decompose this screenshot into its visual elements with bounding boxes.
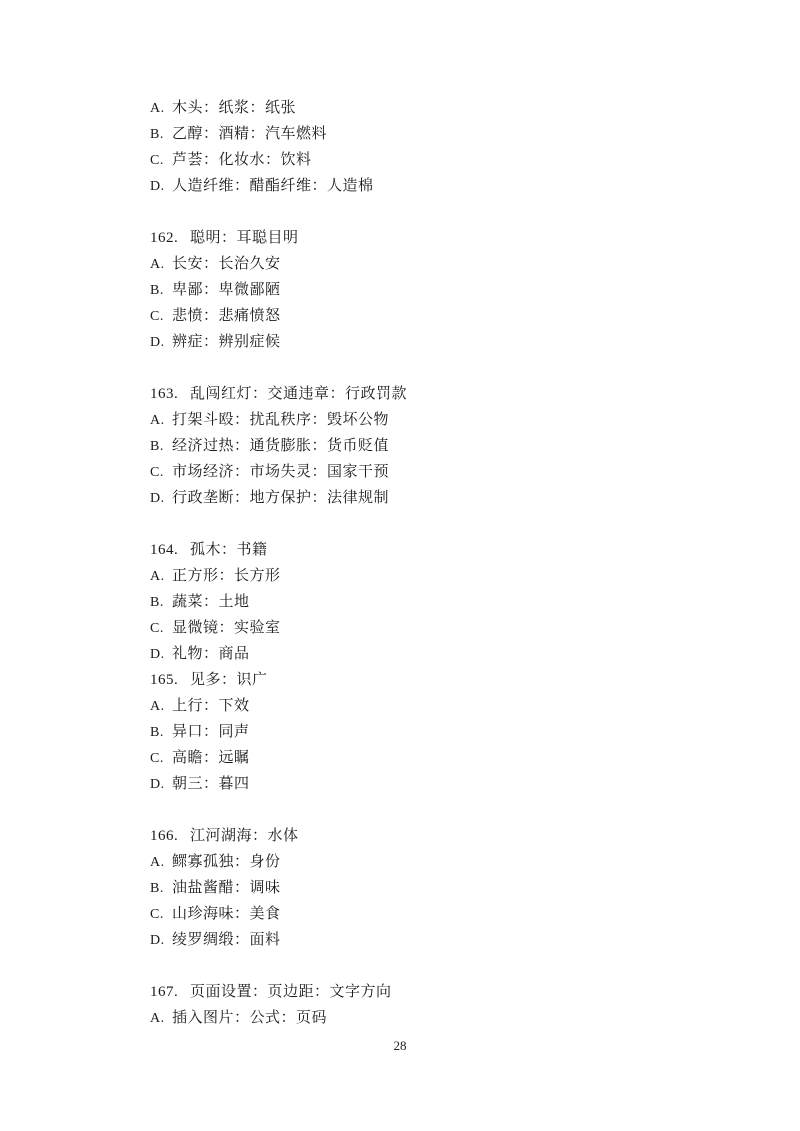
document-body xyxy=(150,94,710,1030)
option-label: B. xyxy=(150,127,164,142)
spacer xyxy=(150,796,710,822)
option-text: 乙醇：酒精：汽车燃料 xyxy=(172,124,328,142)
option-label: A. xyxy=(150,855,165,870)
option-text: 市场经济：市场失灵：国家干预 xyxy=(172,462,390,480)
option-label: C. xyxy=(150,621,164,636)
option-line xyxy=(150,276,710,302)
option-label: D. xyxy=(150,777,165,792)
question-line xyxy=(150,978,710,1004)
option-text: 行政垄断：地方保护：法律规制 xyxy=(172,488,390,506)
option-line xyxy=(150,120,710,146)
option-text: 异口：同声 xyxy=(172,722,250,740)
question-line xyxy=(150,666,710,692)
question-number: 167. xyxy=(150,984,179,1000)
option-label: A. xyxy=(150,413,165,428)
option-text: 鳏寡孤独：身份 xyxy=(172,852,281,870)
option-line xyxy=(150,900,710,926)
page-number: 28 xyxy=(393,1038,407,1053)
option-line xyxy=(150,874,710,900)
question-text: 见多：识广 xyxy=(190,670,268,688)
option-line xyxy=(150,588,710,614)
option-label: D. xyxy=(150,933,165,948)
option-line xyxy=(150,328,710,354)
option-line xyxy=(150,406,710,432)
option-line xyxy=(150,302,710,328)
option-text: 油盐酱醋：调味 xyxy=(172,878,281,896)
option-line xyxy=(150,458,710,484)
question-line xyxy=(150,822,710,848)
option-line xyxy=(150,432,710,458)
question-number: 162. xyxy=(150,230,179,246)
option-line xyxy=(150,614,710,640)
option-label: B. xyxy=(150,725,164,740)
option-label: A. xyxy=(150,569,165,584)
option-text: 经济过热：通货膨胀：货币贬值 xyxy=(172,436,390,454)
option-text: 人造纤维：醋酯纤维：人造棉 xyxy=(172,176,374,194)
option-text: 正方形：长方形 xyxy=(172,566,281,584)
option-line xyxy=(150,640,710,666)
option-label: C. xyxy=(150,907,164,922)
question-text: 聪明：耳聪目明 xyxy=(190,228,299,246)
option-text: 悲愤：悲痛愤怒 xyxy=(172,306,281,324)
option-line xyxy=(150,172,710,198)
option-line xyxy=(150,718,710,744)
option-label: C. xyxy=(150,309,164,324)
option-label: C. xyxy=(150,153,164,168)
question-line xyxy=(150,380,710,406)
option-text: 辨症：辨别症候 xyxy=(172,332,281,350)
option-line xyxy=(150,94,710,120)
option-label: B. xyxy=(150,595,164,610)
spacer xyxy=(150,952,710,978)
option-label: A. xyxy=(150,699,165,714)
option-label: B. xyxy=(150,283,164,298)
question-text: 孤木：书籍 xyxy=(190,540,268,558)
option-text: 木头：纸浆：纸张 xyxy=(172,98,297,116)
option-line xyxy=(150,146,710,172)
option-label: C. xyxy=(150,751,164,766)
option-text: 礼物：商品 xyxy=(172,644,250,662)
option-text: 朝三：暮四 xyxy=(172,774,250,792)
option-text: 绫罗绸缎：面料 xyxy=(172,930,281,948)
question-line xyxy=(150,536,710,562)
option-text: 蔬菜：土地 xyxy=(172,592,250,610)
option-text: 长安：长治久安 xyxy=(172,254,281,272)
option-text: 打架斗殴：扰乱秩序：毁坏公物 xyxy=(172,410,390,428)
option-line xyxy=(150,926,710,952)
question-number: 166. xyxy=(150,828,179,844)
question-text: 乱闯红灯：交通违章：行政罚款 xyxy=(190,384,408,402)
option-label: D. xyxy=(150,647,165,662)
option-label: C. xyxy=(150,465,164,480)
option-label: D. xyxy=(150,179,165,194)
option-line xyxy=(150,1004,710,1030)
question-line xyxy=(150,224,710,250)
option-line xyxy=(150,692,710,718)
question-number: 165. xyxy=(150,672,179,688)
spacer xyxy=(150,510,710,536)
option-text: 高瞻：远瞩 xyxy=(172,748,250,766)
option-label: A. xyxy=(150,101,165,116)
option-line xyxy=(150,770,710,796)
question-text: 页面设置：页边距：文字方向 xyxy=(190,982,392,1000)
option-text: 上行：下效 xyxy=(172,696,250,714)
option-label: A. xyxy=(150,257,165,272)
option-text: 显微镜：实验室 xyxy=(172,618,281,636)
option-line xyxy=(150,744,710,770)
question-number: 163. xyxy=(150,386,179,402)
option-label: D. xyxy=(150,491,165,506)
option-text: 芦荟：化妆水：饮料 xyxy=(172,150,312,168)
option-text: 插入图片：公式：页码 xyxy=(172,1008,328,1026)
option-line xyxy=(150,562,710,588)
question-number: 164. xyxy=(150,542,179,558)
option-line xyxy=(150,848,710,874)
option-line xyxy=(150,250,710,276)
option-line xyxy=(150,484,710,510)
option-text: 山珍海味：美食 xyxy=(172,904,281,922)
option-text: 卑鄙：卑微鄙陋 xyxy=(172,280,281,298)
spacer xyxy=(150,354,710,380)
option-label: A. xyxy=(150,1011,165,1026)
spacer xyxy=(150,198,710,224)
option-label: B. xyxy=(150,439,164,454)
question-text: 江河湖海：水体 xyxy=(190,826,299,844)
option-label: D. xyxy=(150,335,165,350)
option-label: B. xyxy=(150,881,164,896)
